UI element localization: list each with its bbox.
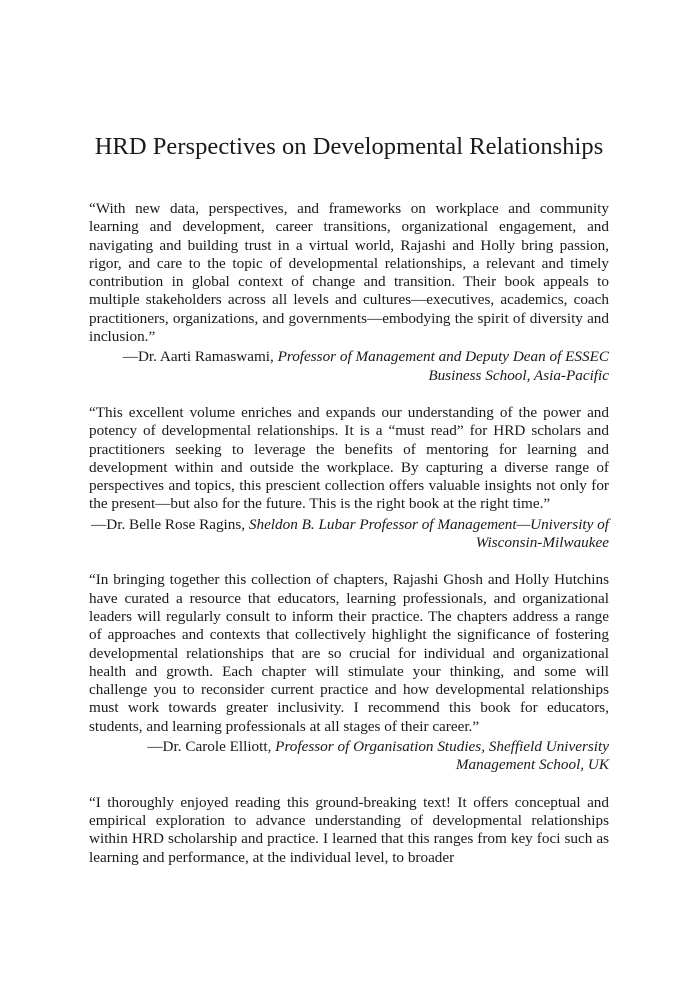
endorsement-quote: “With new data, perspectives, and frameworks on workplace and community learning and development, career transitions, organizational engagement, and navigating and building trust in a virtual world, Rajashi and Holly bring passion, rigor, and care to the topic of developmental relationships, a relevant and timely contribution in global context of change and transition. Their book appeals to multiple stakeholders across all levels and cultures—executives, academics, coach practitioners, organizations, and governments—embodying the spirit of diversity and inclusion.” bbox=[89, 200, 609, 346]
page-title: HRD Perspectives on Developmental Relationships bbox=[94, 133, 604, 160]
endorser-affiliation: Professor of Organisation Studies, Sheffield University Management School, UK bbox=[275, 738, 609, 774]
endorsement-quote: “This excellent volume enriches and expands our understanding of the power and potency of developmental relationships. It is a “must read” for HRD scholars and practitioners seeking to leverage the benefits of mentoring for learning and development within and outside the workplace. By capturing a diverse range of perspectives and topics, this prescient collection offers valuable insights not only for the present—but also for the future. This is the right book at the right time.” bbox=[89, 403, 609, 513]
endorser-name: —Dr. Belle Rose Ragins, bbox=[91, 515, 246, 533]
endorsement-ramaswami bbox=[89, 200, 609, 385]
endorsements-section bbox=[89, 200, 609, 886]
endorsement-attribution bbox=[89, 348, 609, 385]
endorser-name: —Dr. Aarti Ramaswami, bbox=[122, 348, 274, 366]
endorser-name: —Dr. Carole Elliott, bbox=[147, 738, 272, 756]
endorser-affiliation: Sheldon B. Lubar Professor of Management—University of Wisconsin-Milwaukee bbox=[248, 515, 609, 552]
endorsement-quote: “In bringing together this collection of chapters, Rajashi Ghosh and Holly Hutchins have curated a resource that educators, learning professionals, and organizational leaders will regularly consult to inform their practice. The chapters address a range of approaches and contexts that collectively highlight the significance of fostering developmental relationships that are so crucial for individual and organizational health and growth. Each chapter will stimulate your thinking, and some will challenge you to reconsider current practice and how developmental relationships must work towards greater inclusivity. I recommend this book for educators, students, and learning professionals at all stages of their career.” bbox=[89, 571, 609, 735]
endorsement-elliott bbox=[89, 571, 609, 774]
endorsement-ragins bbox=[89, 404, 609, 552]
endorsement-continued bbox=[89, 794, 609, 867]
endorser-affiliation: Professor of Management and Deputy Dean of ESSEC Business School, Asia-Pacific bbox=[277, 348, 609, 384]
endorsement-attribution bbox=[89, 516, 609, 553]
endorsement-quote: “I thoroughly enjoyed reading this ground-breaking text! It offers conceptual and empirical exploration to advance understanding of developmental relationships within HRD scholarship and practice. I learned that this ranges from key foci such as learning and performance, at the individual level, to broader bbox=[89, 793, 609, 866]
endorsement-attribution bbox=[89, 738, 609, 775]
